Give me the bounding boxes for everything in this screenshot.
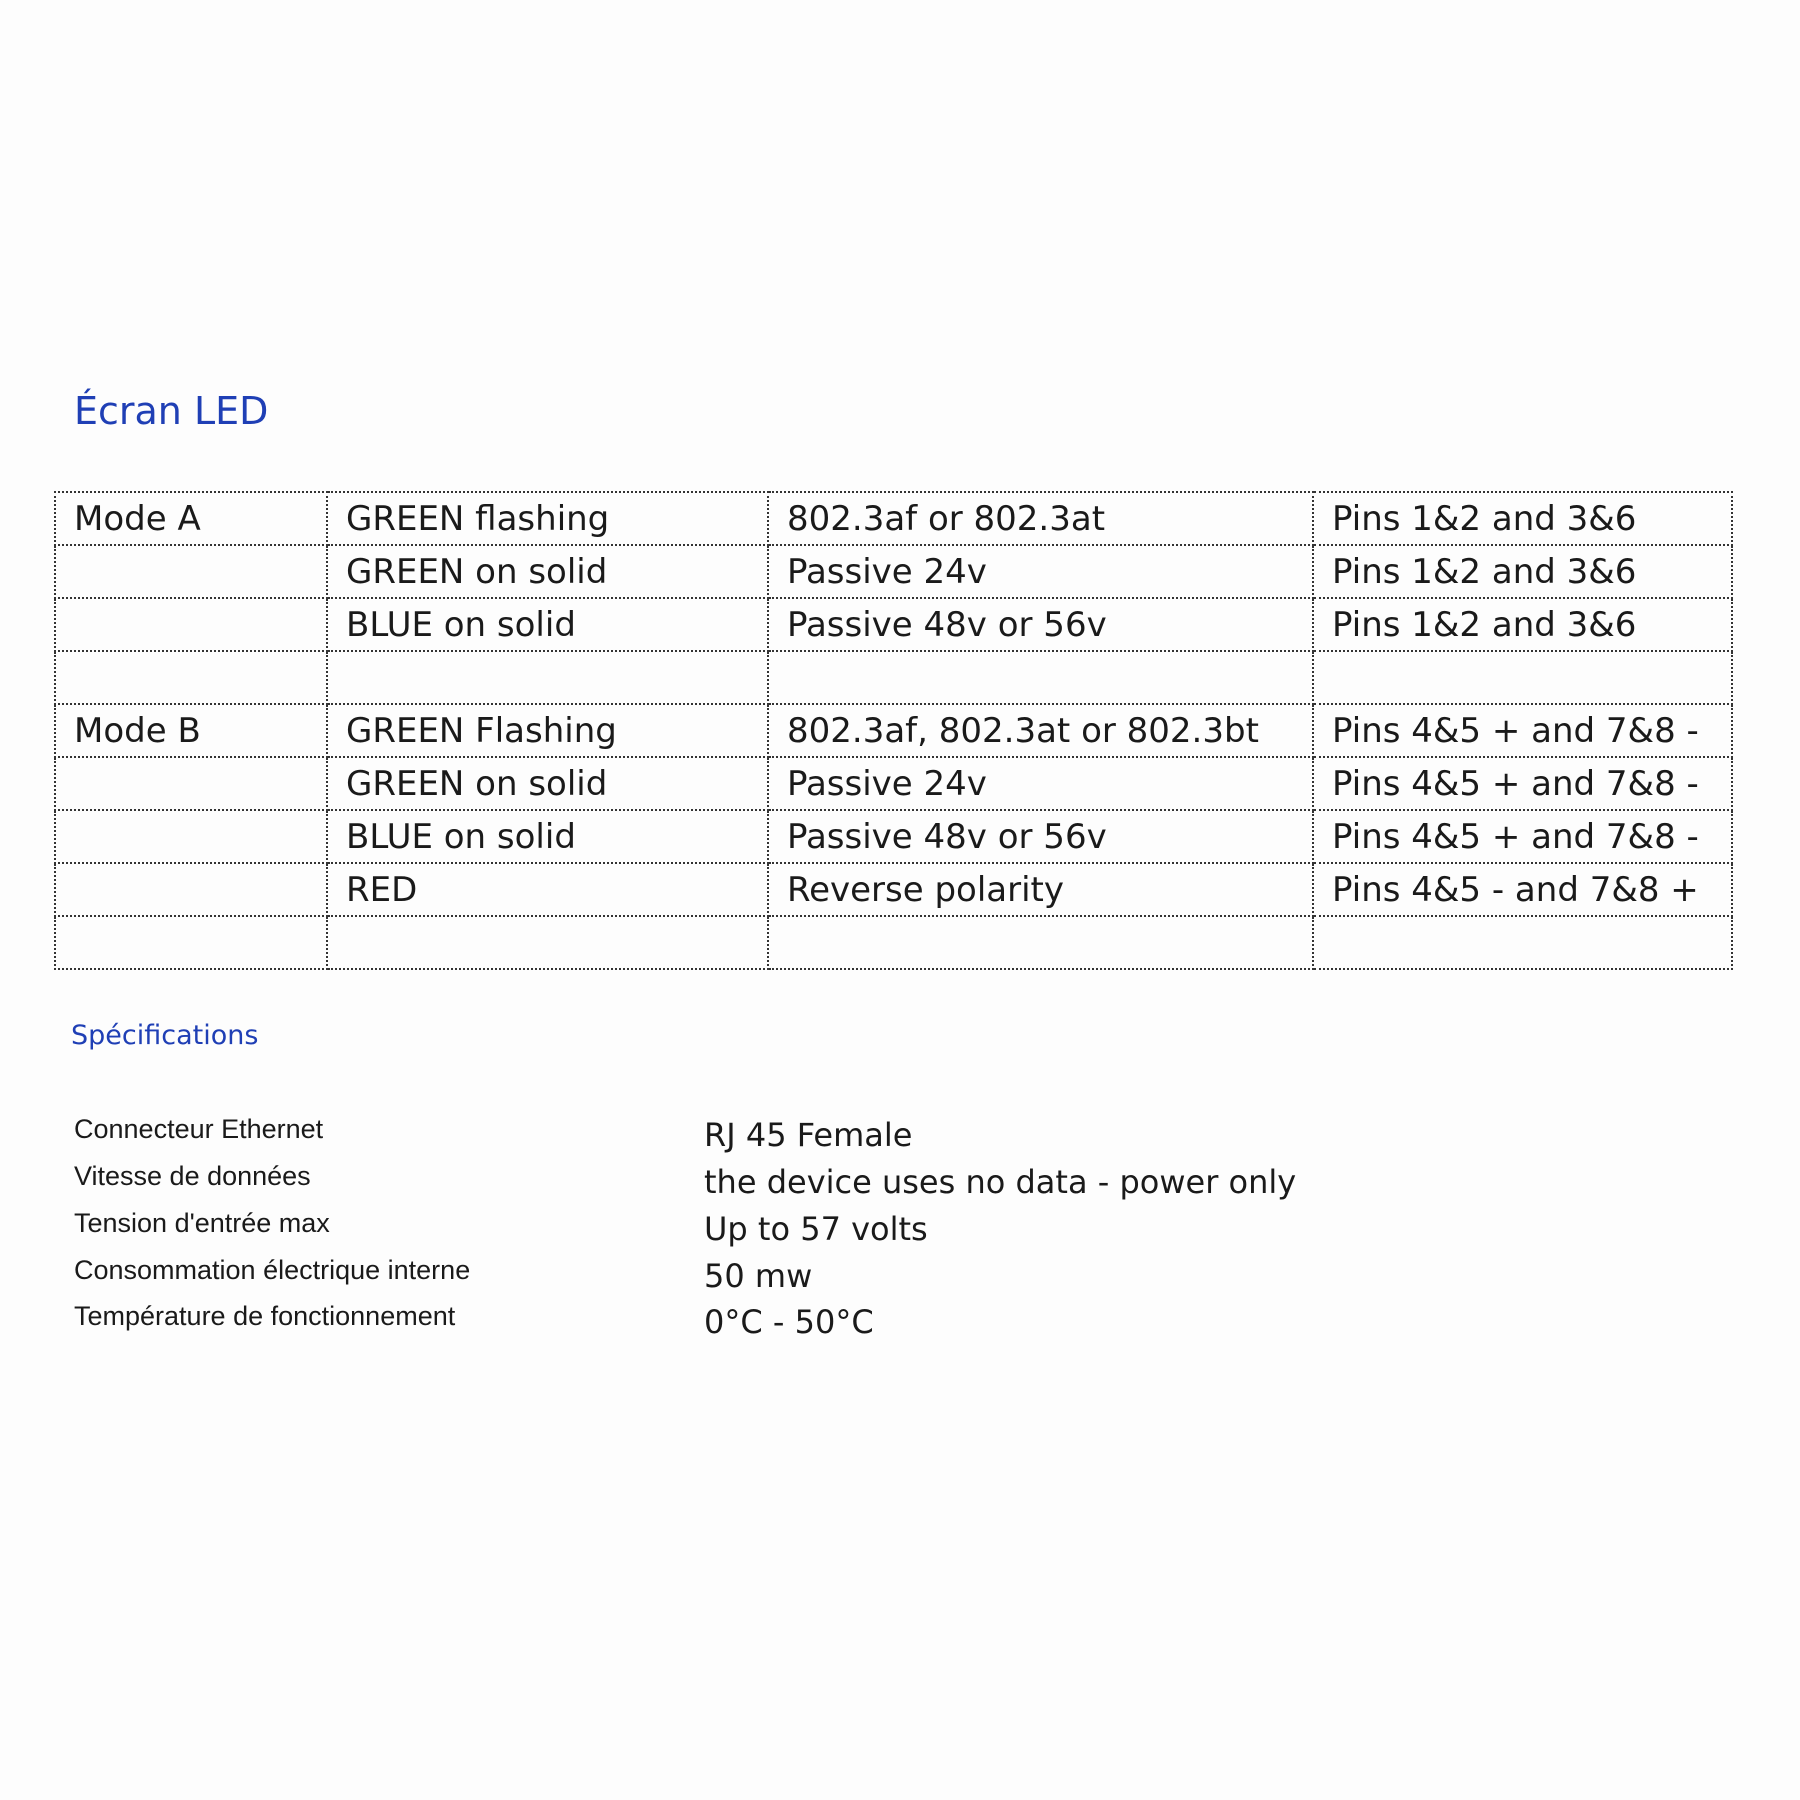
led-state-cell: BLUE on solid xyxy=(327,810,768,863)
led-state-cell: GREEN on solid xyxy=(327,545,768,598)
mode-cell xyxy=(55,810,327,863)
pins-cell: Pins 4&5 + and 7&8 - xyxy=(1313,704,1732,757)
spec-row-ethernet xyxy=(0,1116,1800,1156)
spec-label: Connecteur Ethernet xyxy=(74,1114,324,1144)
pins-cell xyxy=(1313,651,1732,704)
table-row xyxy=(55,863,1732,916)
table-row xyxy=(55,704,1732,757)
pins-cell: Pins 1&2 and 3&6 xyxy=(1313,492,1732,545)
spec-value: 0°C - 50°C xyxy=(704,1303,874,1341)
spec-value: Up to 57 volts xyxy=(704,1210,928,1248)
pins-cell: Pins 1&2 and 3&6 xyxy=(1313,545,1732,598)
specs-section-title: Spécifications xyxy=(71,1020,259,1051)
spec-value: 50 mw xyxy=(704,1257,813,1295)
spec-row-power-consumption xyxy=(0,1257,1800,1297)
mode-cell: Mode A xyxy=(55,492,327,545)
spec-row-operating-temperature xyxy=(0,1303,1800,1343)
table-row xyxy=(55,757,1732,810)
power-type-cell: 802.3af, 802.3at or 802.3bt xyxy=(768,704,1313,757)
spec-label: Consommation électrique interne xyxy=(74,1255,471,1285)
spec-label: Tension d'entrée max xyxy=(74,1208,330,1238)
pins-cell xyxy=(1313,916,1732,969)
table-row xyxy=(55,492,1732,545)
table-row xyxy=(55,598,1732,651)
mode-cell xyxy=(55,916,327,969)
pins-cell: Pins 4&5 - and 7&8 + xyxy=(1313,863,1732,916)
power-type-cell: Passive 48v or 56v xyxy=(768,810,1313,863)
mode-cell xyxy=(55,598,327,651)
spec-label: Vitesse de données xyxy=(74,1161,311,1191)
power-type-cell: Reverse polarity xyxy=(768,863,1313,916)
table-row xyxy=(55,810,1732,863)
led-state-cell xyxy=(327,651,768,704)
power-type-cell: Passive 24v xyxy=(768,545,1313,598)
led-state-cell: GREEN flashing xyxy=(327,492,768,545)
mode-cell xyxy=(55,863,327,916)
led-state-cell: GREEN Flashing xyxy=(327,704,768,757)
power-type-cell xyxy=(768,651,1313,704)
pins-cell: Pins 4&5 + and 7&8 - xyxy=(1313,757,1732,810)
table-row xyxy=(55,545,1732,598)
pins-cell: Pins 1&2 and 3&6 xyxy=(1313,598,1732,651)
power-type-cell: 802.3af or 802.3at xyxy=(768,492,1313,545)
led-state-cell: RED xyxy=(327,863,768,916)
spec-value: the device uses no data - power only xyxy=(704,1163,1297,1201)
led-section-title: Écran LED xyxy=(74,389,269,433)
pins-cell: Pins 4&5 + and 7&8 - xyxy=(1313,810,1732,863)
spec-row-max-voltage xyxy=(0,1210,1800,1250)
spec-label: Température de fonctionnement xyxy=(74,1301,456,1331)
mode-cell xyxy=(55,757,327,810)
led-state-cell: GREEN on solid xyxy=(327,757,768,810)
led-state-cell xyxy=(327,916,768,969)
spec-value: RJ 45 Female xyxy=(704,1116,913,1154)
spec-row-data-rate xyxy=(0,1163,1800,1203)
table-row xyxy=(55,916,1732,969)
table-row xyxy=(55,651,1732,704)
led-state-cell: BLUE on solid xyxy=(327,598,768,651)
power-type-cell: Passive 48v or 56v xyxy=(768,598,1313,651)
mode-cell xyxy=(55,545,327,598)
power-type-cell: Passive 24v xyxy=(768,757,1313,810)
mode-cell xyxy=(55,651,327,704)
mode-cell: Mode B xyxy=(55,704,327,757)
led-status-table xyxy=(54,491,1733,970)
power-type-cell xyxy=(768,916,1313,969)
